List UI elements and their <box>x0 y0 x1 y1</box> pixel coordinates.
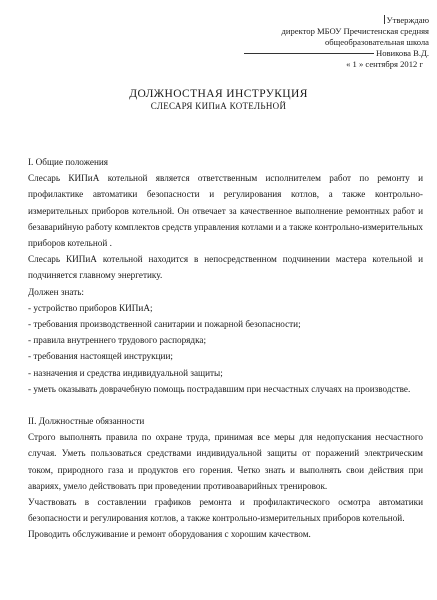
signature-name: Новикова В.Д. <box>376 48 429 58</box>
list-item: - уметь оказывать доврачебную помощь пострадавшим при несчастных случаях на производстве. <box>28 383 411 394</box>
document-title-block <box>0 88 437 112</box>
section-spacer <box>28 397 423 413</box>
paragraph: Проводить обслуживание и ремонт оборудования с хорошим качеством. <box>28 529 311 540</box>
section-heading-duties: II. Должностные обязанности <box>28 416 145 427</box>
list-item: - требования производственной санитарии и пожарной безопасности; <box>28 319 301 330</box>
approval-line-approve: Утверждаю <box>386 15 429 25</box>
approval-signature-line <box>229 48 429 59</box>
list-item: - правила внутреннего трудового распорядка; <box>28 335 207 346</box>
paragraph: Слесарь КИПиА котельной находится в непосредственном подчинении мастера котельной и подчиняется главному энергетику. <box>28 254 423 281</box>
must-know-label: Должен знать: <box>28 286 84 297</box>
signature-underline <box>244 53 374 54</box>
approval-line-school: общеобразовательная школа <box>325 37 429 47</box>
approval-date: « 1 » сентября 2012 г <box>346 59 423 69</box>
document-subtitle: СЛЕСАРЯ КИПиА КОТЕЛЬНОЙ <box>150 101 287 111</box>
list-item: - требования настоящей инструкции; <box>28 351 173 362</box>
approval-block <box>229 15 429 70</box>
list-item: - устройство приборов КИПиА; <box>28 302 153 313</box>
paragraph: Слесарь КИПиА котельной является ответственным исполнителем работ по ремонту и профилактике автоматики безопасности и регулирования котлов, а также контрольно-измерительных приборов котельной. Он отвечает за качественное выполнение ремонтных работ и безаварийную работу комплектов средств управления котлами и а также контрольно-измерительных приборов котельной . <box>28 173 423 249</box>
section-heading-general: I. Общие положения <box>28 157 109 167</box>
list-item: - назначения и средства индивидуальной защиты; <box>28 367 223 378</box>
paragraph: Строго выполнять правила по охране труда, принимая все меры для недопускания несчастного случая. Уметь пользоваться средствами индивидуальной защиты от поражений электрическим током, природного газа и продуктов его горения. Четко знать и выполнять свои действия при авариях, умело действовать при проведении противоаварийных тренировок. <box>28 432 423 491</box>
document-title: ДОЛЖНОСТНАЯ ИНСТРУКЦИЯ <box>129 88 308 100</box>
document-body <box>28 154 423 543</box>
approval-line-director: директор МБОУ Пречистенская средняя <box>281 26 429 36</box>
paragraph: Участвовать в составлении графиков ремонта и профилактического осмотра автоматики безопасности и регулирования котлов, а также контрольно-измерительных приборов котельной. <box>28 497 423 524</box>
